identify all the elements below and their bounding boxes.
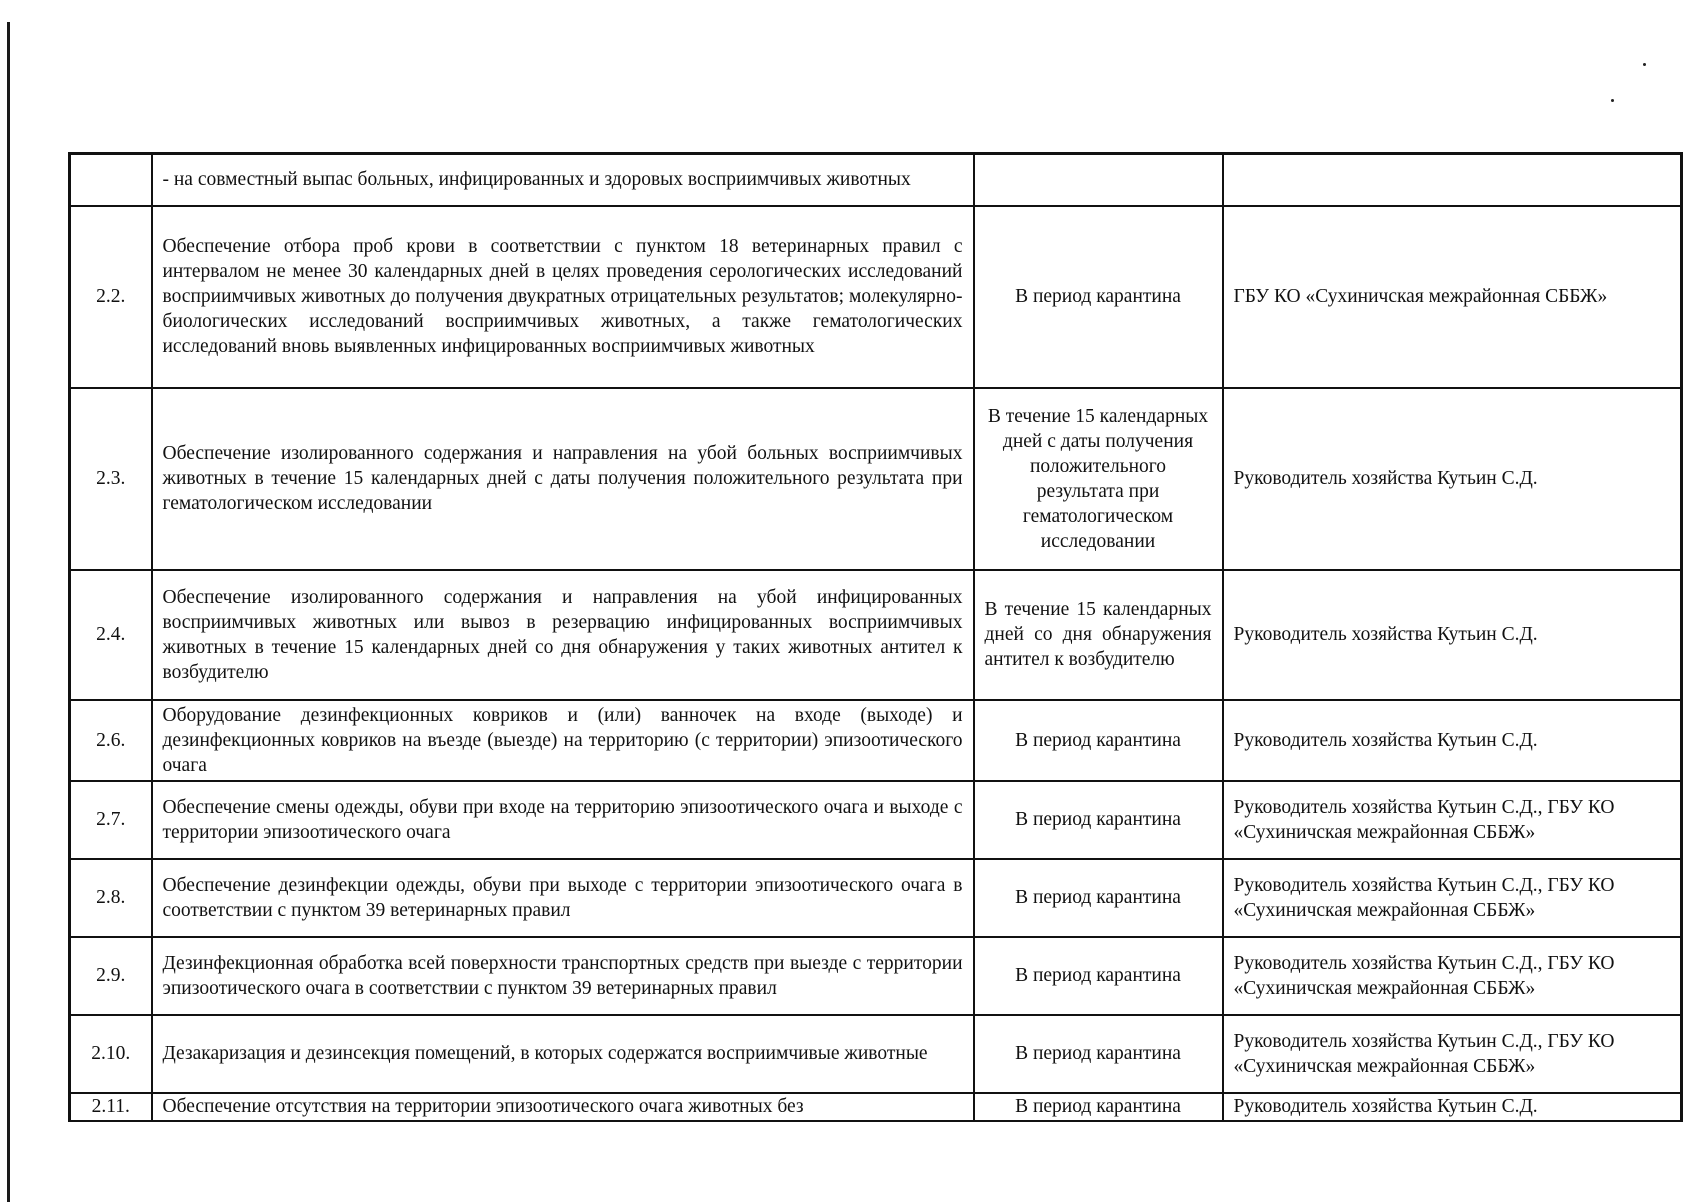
scan-speck — [1643, 63, 1646, 66]
row-number: 2.11. — [70, 1093, 152, 1121]
measure-term: В период карантина — [974, 206, 1223, 388]
measure-term: В течение 15 календарных дней с даты получения положительного результата при гематологическом исследовании — [974, 388, 1223, 570]
measure-term: В течение 15 календарных дней со дня обнаружения антител к возбудителю — [974, 570, 1223, 700]
measure-responsible — [1223, 154, 1682, 206]
measure-responsible: Руководитель хозяйства Кутьин С.Д. — [1223, 1093, 1682, 1121]
measure-description: Обеспечение изолированного содержания и направления на убой больных восприимчивых животных в течение 15 календарных дней с даты получения положительного результата при гематологическом исследовании — [152, 388, 974, 570]
measure-description: - на совместный выпас больных, инфицированных и здоровых восприимчивых животных — [152, 154, 974, 206]
measure-term — [974, 154, 1223, 206]
measure-responsible: Руководитель хозяйства Кутьин С.Д., ГБУ КО «Сухиничская межрайонная СББЖ» — [1223, 1015, 1682, 1093]
table-row — [70, 206, 1682, 388]
measure-description: Обеспечение отбора проб крови в соответствии с пунктом 18 ветеринарных правил с интервалом не менее 30 календарных дней в целях проведения серологических исследований восприимчивых животных до получения двукратных отрицательных результатов; молекулярно-биологических исследований восприимчивых животных, а также гематологических исследований вновь выявленных инфицированных восприимчивых животных — [152, 206, 974, 388]
measure-responsible: Руководитель хозяйства Кутьин С.Д. — [1223, 700, 1682, 781]
measures-table — [68, 152, 1683, 1122]
measure-responsible: Руководитель хозяйства Кутьин С.Д. — [1223, 570, 1682, 700]
table-row — [70, 781, 1682, 859]
measure-term: В период карантина — [974, 937, 1223, 1015]
table-row — [70, 388, 1682, 570]
table-row — [70, 1093, 1682, 1121]
row-number: 2.7. — [70, 781, 152, 859]
measure-description: Обеспечение дезинфекции одежды, обуви при выходе с территории эпизоотического очага в соответствии с пунктом 39 ветеринарных правил — [152, 859, 974, 937]
measure-responsible: ГБУ КО «Сухиничская межрайонная СББЖ» — [1223, 206, 1682, 388]
measure-term: В период карантина — [974, 700, 1223, 781]
row-number: 2.10. — [70, 1015, 152, 1093]
measure-description: Обеспечение смены одежды, обуви при входе на территорию эпизоотического очага и выходе с территории эпизоотического очага — [152, 781, 974, 859]
row-number: 2.2. — [70, 206, 152, 388]
row-number: 2.4. — [70, 570, 152, 700]
measure-responsible: Руководитель хозяйства Кутьин С.Д. — [1223, 388, 1682, 570]
scan-speck — [1611, 99, 1614, 102]
measure-responsible: Руководитель хозяйства Кутьин С.Д., ГБУ КО «Сухиничская межрайонная СББЖ» — [1223, 781, 1682, 859]
row-number: 2.3. — [70, 388, 152, 570]
measure-responsible: Руководитель хозяйства Кутьин С.Д., ГБУ КО «Сухиничская межрайонная СББЖ» — [1223, 859, 1682, 937]
table-row — [70, 937, 1682, 1015]
table-row — [70, 1015, 1682, 1093]
page-edge-rule — [7, 22, 10, 1202]
measure-description: Обеспечение изолированного содержания и направления на убой инфицированных восприимчивых животных или вывоз в резервацию инфицированных восприимчивых животных в течение 15 календарных дней со дня обнаружения у таких животных антител к возбудителю — [152, 570, 974, 700]
row-number — [70, 154, 152, 206]
measure-term: В период карантина — [974, 1093, 1223, 1121]
row-number: 2.6. — [70, 700, 152, 781]
measure-responsible: Руководитель хозяйства Кутьин С.Д., ГБУ КО «Сухиничская межрайонная СББЖ» — [1223, 937, 1682, 1015]
table-row — [70, 154, 1682, 206]
measure-term: В период карантина — [974, 859, 1223, 937]
measure-description: Оборудование дезинфекционных ковриков и (или) ванночек на входе (выходе) и дезинфекционных ковриков на въезде (выезде) на территорию (с территории) эпизоотического очага — [152, 700, 974, 781]
measure-description: Дезинфекционная обработка всей поверхности транспортных средств при выезде с территории эпизоотического очага в соответствии с пунктом 39 ветеринарных правил — [152, 937, 974, 1015]
table-row — [70, 700, 1682, 781]
measure-description: Дезакаризация и дезинсекция помещений, в которых содержатся восприимчивые животные — [152, 1015, 974, 1093]
row-number: 2.9. — [70, 937, 152, 1015]
table-row — [70, 859, 1682, 937]
measure-term: В период карантина — [974, 1015, 1223, 1093]
row-number: 2.8. — [70, 859, 152, 937]
measure-description: Обеспечение отсутствия на территории эпизоотического очага животных без — [152, 1093, 974, 1121]
measure-term: В период карантина — [974, 781, 1223, 859]
table-row — [70, 570, 1682, 700]
